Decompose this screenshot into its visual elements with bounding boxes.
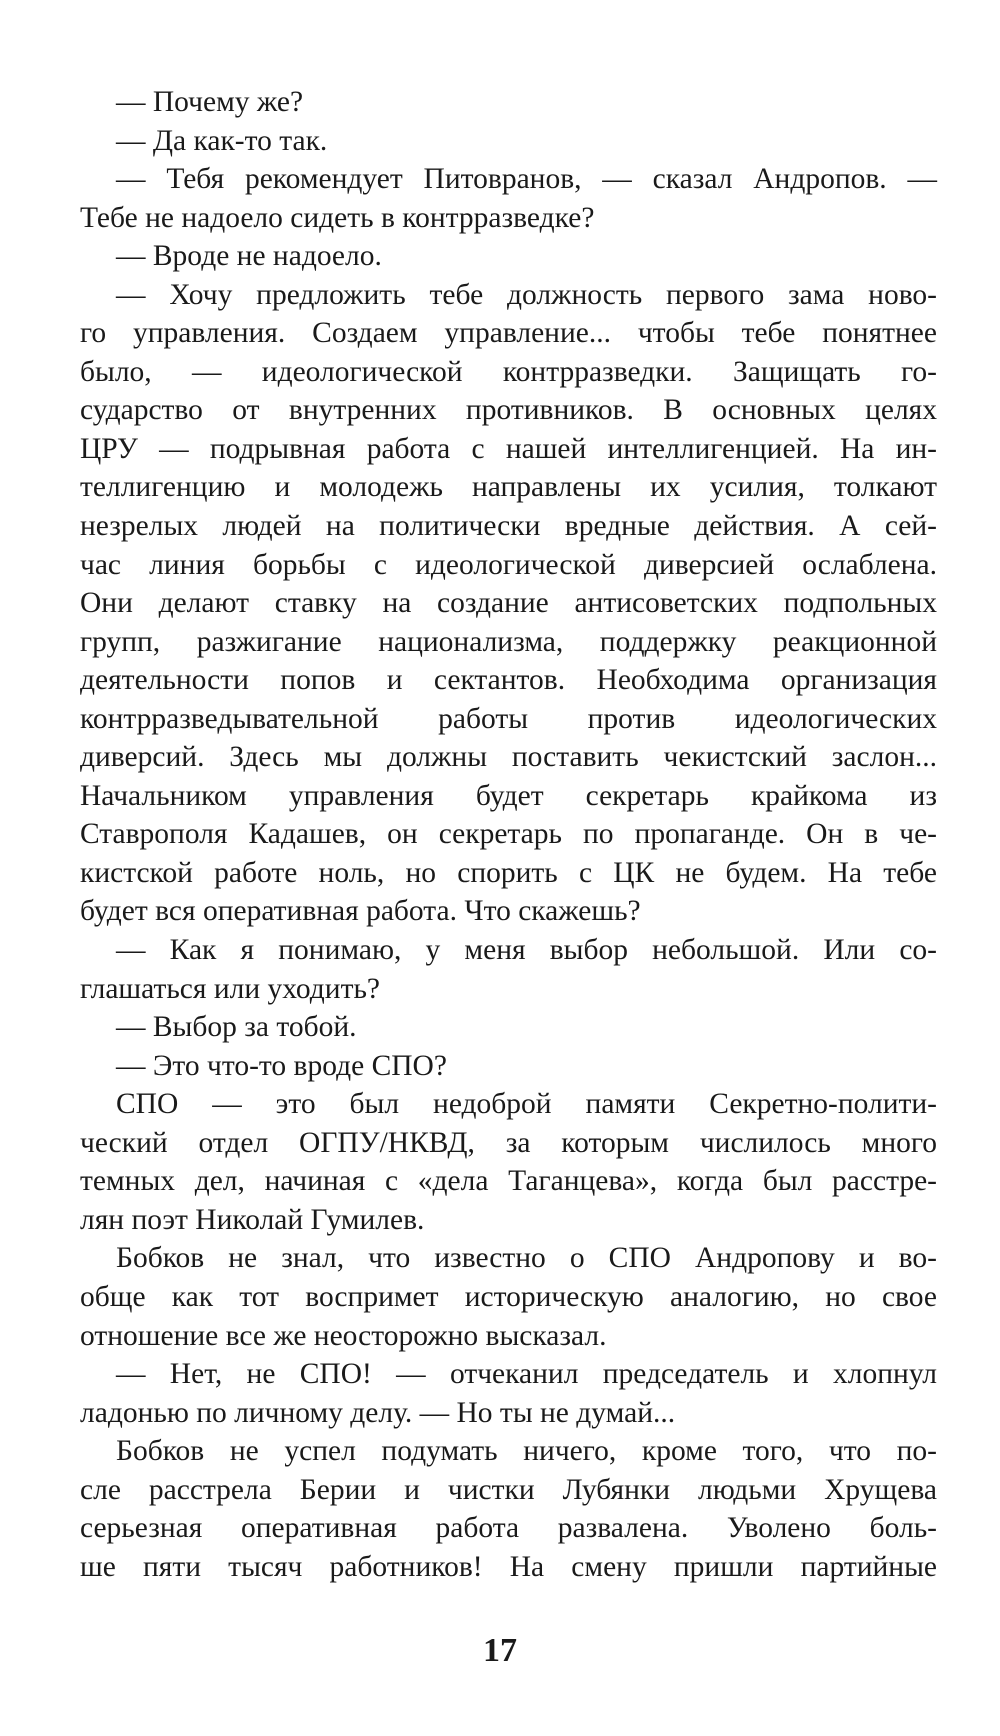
- text-line: было, — идеологической контрразведки. Защищать го-: [80, 355, 937, 388]
- text-line: — Да как-то так.: [116, 124, 328, 157]
- text-line: — Выбор за тобой.: [116, 1011, 357, 1044]
- text-line: час линия борьбы с идеологической диверсией ослаблена.: [80, 548, 937, 581]
- body-text: [80, 83, 937, 1586]
- text-line: — Тебя рекомендует Питовранов, — сказал Андропов. —: [116, 163, 937, 196]
- text-line: — Как я понимаю, у меня выбор небольшой. Или со-: [116, 934, 937, 967]
- text-line: серьезная оперативная работа развалена. Уволено боль-: [80, 1512, 937, 1545]
- text-line: — Это что-то вроде СПО?: [116, 1049, 447, 1082]
- text-line: незрелых людей на политически вредные действия. А сей-: [80, 510, 937, 543]
- text-line: контрразведывательной работы против идеологических: [80, 702, 937, 735]
- text-line: кистской работе ноль, но спорить с ЦК не будем. На тебе: [80, 856, 937, 889]
- text-line: теллигенцию и молодежь направлены их усилия, толкают: [80, 471, 937, 504]
- text-line: обще как тот воспримет историческую аналогию, но свое: [80, 1280, 937, 1313]
- text-line: лян поэт Николай Гумилев.: [80, 1203, 425, 1236]
- text-line: Бобков не успел подумать ничего, кроме того, что по-: [116, 1435, 937, 1468]
- text-line: диверсий. Здесь мы должны поставить чекистский заслон...: [80, 741, 937, 774]
- text-line: Тебе не надоело сидеть в контрразведке?: [80, 201, 595, 234]
- text-line: — Нет, не СПО! — отчеканил председатель и хлопнул: [116, 1358, 937, 1391]
- text-line: го управления. Создаем управление... чтобы тебе понятнее: [80, 317, 937, 350]
- text-line: ладонью по личному делу. — Но ты не думай...: [80, 1396, 676, 1429]
- text-line: ческий отдел ОГПУ/НКВД, за которым числилось много: [80, 1126, 937, 1159]
- text-line: сле расстрела Берии и чистки Лубянки людьми Хрущева: [80, 1473, 937, 1506]
- text-line: деятельности попов и сектантов. Необходима организация: [80, 664, 937, 697]
- text-line: — Почему же?: [116, 86, 304, 118]
- text-line: Бобков не знал, что известно о СПО Андропову и во-: [116, 1242, 937, 1275]
- text-line: — Вроде не надоело.: [116, 240, 382, 273]
- text-line: Ставрополя Кадашев, он секретарь по пропаганде. Он в че-: [80, 818, 937, 851]
- text-line: будет вся оперативная работа. Что скажешь?: [80, 895, 641, 928]
- text-line: Начальником управления будет секретарь крайкома из: [80, 779, 937, 812]
- text-line: Они делают ставку на создание антисоветских подпольных: [80, 587, 937, 620]
- text-line: ше пяти тысяч работников! На смену пришли партийные: [80, 1550, 937, 1583]
- page-number: 17: [483, 1632, 517, 1669]
- text-line: темных дел, начиная с «дела Таганцева», когда был расстре-: [80, 1165, 937, 1198]
- text-line: СПО — это был недоброй памяти Секретно-полити-: [116, 1088, 937, 1121]
- text-line: групп, разжигание национализма, поддержку реакционной: [80, 625, 937, 658]
- text-line: ЦРУ — подрывная работа с нашей интеллигенцией. На ин-: [80, 432, 937, 465]
- text-line: отношение все же неосторожно высказал.: [80, 1319, 607, 1352]
- text-line: сударство от внутренних противников. В основных целях: [80, 394, 937, 427]
- text-line: глашаться или уходить?: [80, 972, 381, 1005]
- text-line: — Хочу предложить тебе должность первого зама ново-: [116, 278, 937, 311]
